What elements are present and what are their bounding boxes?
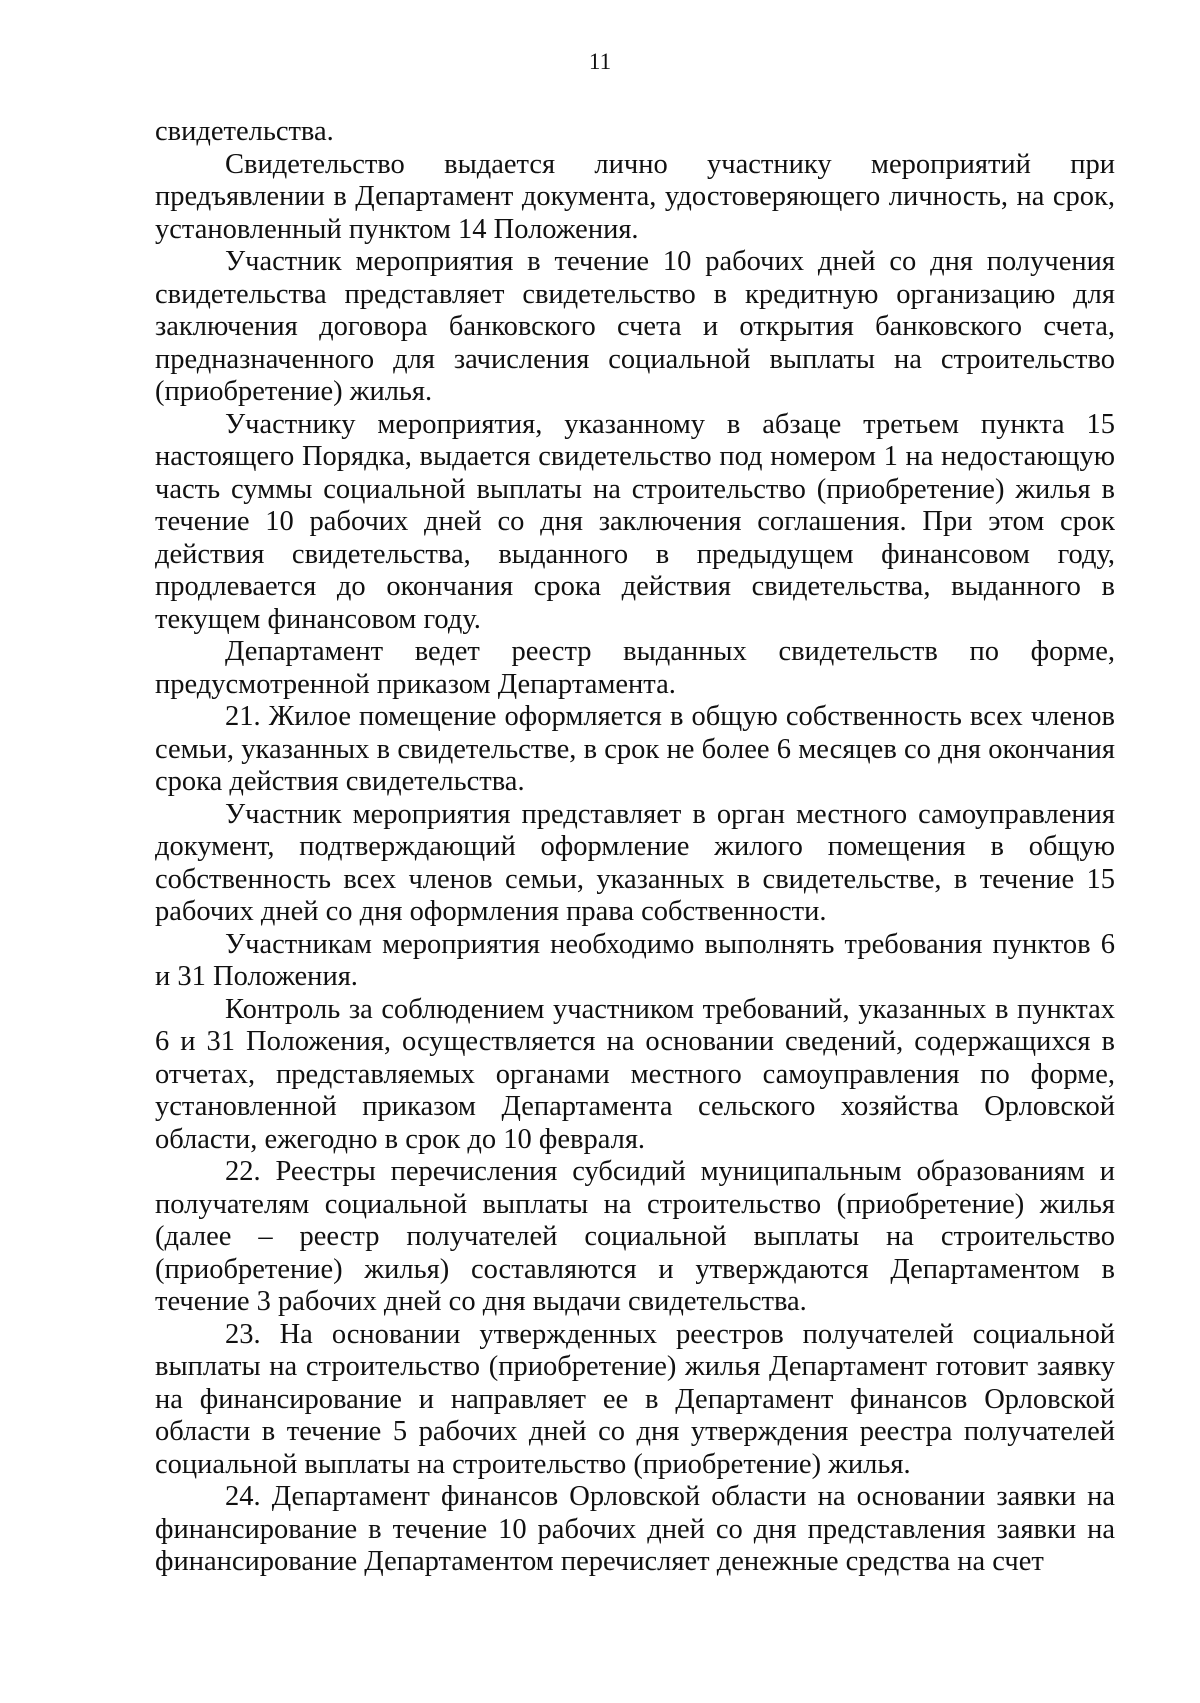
paragraph-certificate-issue: Свидетельство выдается лично участнику мероприятий при предъявлении в Департамент документа, удостоверяющего личность, на срок, установленный пунктом 14 Положения. [155,148,1115,245]
paragraph-clause-23: 23. На основании утвержденных реестров получателей социальной выплаты на строительство (приобретение) жилья Департамент готовит заявку на финансирование и направляет ее в Департамент финансов Орловской области в течение 5 рабочих дней со дня утверждения реестра получателей социальной выплаты на строительство (приобретение) жилья. [155,1318,1115,1480]
paragraph-clause-24: 24. Департамент финансов Орловской области на основании заявки на финансирование в течение 10 рабочих дней со дня представления заявки на финансирование Департаментом перечисляет денежные средства на счет [155,1481,1115,1577]
paragraph-requirements: Участникам мероприятия необходимо выполнять требования пунктов 6 и 31 Положения. [155,928,1115,992]
paragraph-clause-22: 22. Реестры перечисления субсидий муниципальным образованиям и получателям социальной выплаты на строительство (приобретение) жилья (далее – реестр получателей социальной выплаты на строительство (приобретение) жилья) составляются и утверждаются Департаментом в течение 3 рабочих дней со дня выдачи свидетельства. [155,1156,1115,1317]
paragraph-control: Контроль за соблюдением участником требований, указанных в пунктах 6 и 31 Положения, осуществляется на основании сведений, содержащихся в отчетах, представляемых органами местного самоуправления по форме, установленной приказом Департамента сельского хозяйства Орловской области, ежегодно в срок до 10 февраля. [155,993,1115,1155]
document-body [155,116,1115,1579]
paragraph-bank-account: Участник мероприятия в течение 10 рабочих дней со дня получения свидетельства представляет свидетельство в кредитную организацию для заключения договора банковского счета и открытия банковского счета, предназначенного для зачисления социальной выплаты на строительство (приобретение) жилья. [155,246,1115,407]
paragraph-certificate-number-1: Участнику мероприятия, указанному в абзаце третьем пункта 15 настоящего Порядка, выдается свидетельство под номером 1 на недостающую часть суммы социальной выплаты на строительство (приобретение) жилья в течение 10 рабочих дней со дня заключения соглашения. При этом срок действия свидетельства, выданного в предыдущем финансовом году, продлевается до окончания срока действия свидетельства, выданного в текущем финансовом году. [155,408,1115,635]
paragraph-clause-21: 21. Жилое помещение оформляется в общую собственность всех членов семьи, указанных в свидетельстве, в срок не более 6 месяцев со дня окончания срока действия свидетельства. [155,701,1115,797]
paragraph-registry: Департамент ведет реестр выданных свидетельств по форме, предусмотренной приказом Департамента. [155,636,1115,700]
paragraph-continuation: свидетельства. [155,116,334,147]
paragraph-ownership-document: Участник мероприятия представляет в орган местного самоуправления документ, подтверждающий оформление жилого помещения в общую собственность всех членов семьи, указанных в свидетельстве, в течение 15 рабочих дней со дня оформления права собственности. [155,798,1115,927]
page-number: 11 [588,49,612,74]
